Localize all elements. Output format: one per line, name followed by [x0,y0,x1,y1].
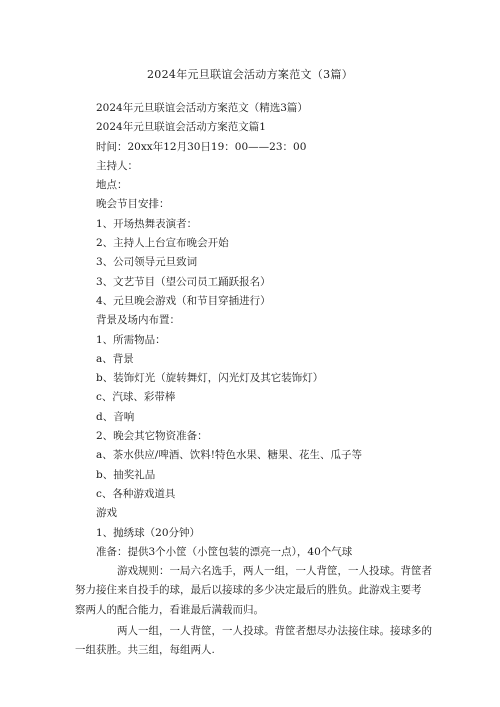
line-program-item: 4、元旦晚会游戏（和节目穿插进行） [96,294,271,307]
line-item: a、茶水供应/啤酒、饮料!特色水果、糖果、花生、瓜子等 [96,449,363,462]
summary-paragraph [75,622,446,661]
line-item: a、背景 [96,352,134,365]
rules-line: 察两人的配合能力，看谁最后满载而归。 [75,603,264,616]
line-time: 时间：20xx年12月30日19：00——23：00 [96,140,307,153]
line-item: b、抽奖礼品 [96,468,156,481]
line-location: 地点： [96,179,128,192]
line-items-heading: 1、所需物品： [96,333,166,346]
rules-line: 努力接住来自投手的球，最后以接球的多少决定最后的胜负。此游戏主要考 [75,584,422,597]
line-section-heading: 2024年元旦联谊会活动方案范文篇1 [96,121,266,134]
summary-line: 一组获胜。共三组，每组两人. [75,644,215,657]
line-subtitle: 2024年元旦联谊会活动方案范文（精选3篇） [96,102,308,114]
line-game-title: 1、抛绣球（20分钟） [96,526,201,539]
line-program-item: 3、文艺节目（望公司员工踊跃报名） [96,275,271,288]
line-layout-heading: 背景及场内布置： [96,314,180,327]
line-supplies-heading: 2、晚会其它物资准备： [96,430,208,443]
line-item: c、汽球、彩带棒 [96,391,176,404]
line-program-item: 1、开场热舞表演者： [96,217,198,230]
line-games-heading: 游戏 [96,507,117,520]
rules-paragraph [75,562,446,620]
line-item: d、音响 [96,410,135,423]
line-program-item: 3、公司领导元旦致词 [96,256,198,269]
document-body [96,99,446,562]
line-program-item: 2、主持人上台宣布晚会开始 [96,237,229,250]
document-title: 2024年元旦联谊会活动方案范文（3篇） [147,68,353,81]
line-host: 主持人： [96,159,138,172]
line-program-heading: 晚会节目安排： [96,198,170,211]
line-game-prep: 准备：提供3个小筐（小筐包装的漂亮一点），40个气球 [96,545,353,558]
rules-line: 游戏规则：一局六名选手，两人一组，一人背筐，一人投球。背筐者 [117,565,432,577]
summary-line: 两人一组，一人背筐，一人投球。背筐者想尽办法接住球。接球多的 [117,625,432,637]
line-item: b、装饰灯光（旋转舞灯，闪光灯及其它装饰灯） [96,372,324,385]
line-item: c、各种游戏道具 [96,487,176,500]
